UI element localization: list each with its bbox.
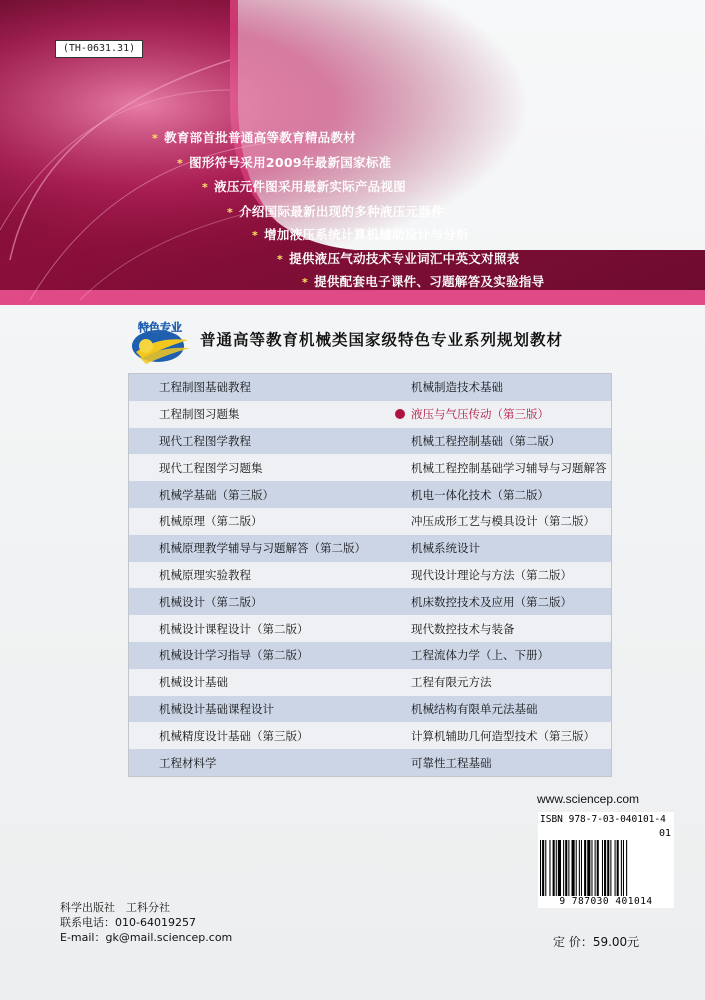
- barcode-bar: [597, 840, 599, 896]
- barcode-bar: [615, 840, 616, 896]
- book-title-left: 机械设计课程设计（第二版）: [129, 615, 386, 642]
- current-book-bullet-icon: [395, 409, 405, 419]
- series-logo-icon: [128, 318, 192, 366]
- barcode-bar: [542, 840, 544, 896]
- barcode-bar: [581, 840, 582, 896]
- barcode-bar: [553, 840, 555, 896]
- book-title-right: 机械制造技术基础: [385, 374, 612, 401]
- barcode-bar: [576, 840, 577, 896]
- book-title-right: 机械工程控制基础（第二版）: [385, 428, 612, 455]
- book-title-right: 机械结构有限单元法基础: [385, 696, 612, 723]
- feature-item: * 图形符号采用2009年最新国家标准: [177, 155, 392, 170]
- barcode-digits: 9 787030 401014: [559, 896, 653, 907]
- book-title-left: 机械原理教学辅导与习题解答（第二版）: [129, 535, 386, 562]
- table-row: [129, 454, 612, 481]
- feature-item: * 教育部首批普通高等教育精品教材: [152, 130, 357, 145]
- table-row: [129, 562, 612, 589]
- book-title-left: 机械学基础（第三版）: [129, 481, 386, 508]
- table-row: [129, 401, 612, 428]
- book-title-left: 机械设计基础课程设计: [129, 696, 386, 723]
- table-row: [129, 696, 612, 723]
- barcode-bar: [556, 840, 557, 896]
- feature-item: * 液压元件图采用最新实际产品视图: [202, 179, 407, 194]
- table-row: [129, 588, 612, 615]
- publisher-phone: 联系电话：010-64019257: [60, 916, 196, 929]
- star-icon: *: [252, 229, 259, 242]
- barcode-bar: [587, 840, 590, 896]
- publisher-email: E-mail：gk@mail.sciencep.com: [60, 931, 233, 944]
- barcode-bar: [584, 840, 586, 896]
- isbn-text: ISBN 978-7-03-040101-4: [540, 814, 666, 825]
- barcode-bar: [572, 840, 575, 896]
- barcode-bar: [617, 840, 619, 896]
- feature-item: * 提供液压气动技术专业词汇中英文对照表: [277, 251, 520, 266]
- isbn-barcode: [538, 812, 674, 908]
- star-icon: *: [302, 276, 309, 289]
- catalog-code-label: (TH-0631.31): [55, 40, 143, 58]
- book-title-left: 工程材料学: [129, 749, 386, 776]
- barcode-addon: 01: [658, 828, 671, 839]
- barcode-bars: [540, 840, 672, 896]
- book-title-left: 机械设计学习指导（第二版）: [129, 642, 386, 669]
- book-title-left: 机械原理（第二版）: [129, 508, 386, 535]
- barcode-bar: [595, 840, 596, 896]
- table-row: [129, 749, 612, 776]
- barcode-bar: [591, 840, 592, 896]
- book-title-right: 可靠性工程基础: [385, 749, 612, 776]
- publisher-name: 科学出版社 工科分社: [60, 901, 170, 914]
- barcode-bar: [623, 840, 624, 896]
- publisher-info: [60, 900, 232, 945]
- book-title-left: 工程制图习题集: [129, 401, 386, 428]
- table-row: [129, 508, 612, 535]
- barcode-bar: [549, 840, 550, 896]
- website-url: www.sciencep.com: [537, 792, 640, 806]
- barcode-bar: [565, 840, 567, 896]
- series-title: 普通高等教育机械类国家级特色专业系列规划教材: [200, 330, 564, 349]
- book-list-table: [128, 373, 612, 777]
- star-icon: *: [177, 157, 184, 170]
- table-row: [129, 481, 612, 508]
- book-title-right: 机械系统设计: [385, 535, 612, 562]
- table-row: [129, 535, 612, 562]
- cover-banner: [0, 0, 705, 305]
- barcode-bar: [540, 840, 541, 896]
- price-label: 定 价：59.00元: [553, 935, 640, 949]
- book-title-right: 液压与气压传动（第三版）: [385, 401, 612, 428]
- barcode-bar: [579, 840, 580, 896]
- barcode-bar: [610, 840, 611, 896]
- barcode-bar: [563, 840, 564, 896]
- book-title-left: 机械精度设计基础（第三版）: [129, 722, 386, 749]
- barcode-bar: [621, 840, 622, 896]
- table-row: [129, 615, 612, 642]
- table-row: [129, 428, 612, 455]
- book-title-right: 现代设计理论与方法（第二版）: [385, 562, 612, 589]
- star-icon: *: [227, 206, 234, 219]
- book-title-left: 机械设计基础: [129, 669, 386, 696]
- book-title-right: 冲压成形工艺与模具设计（第二版）: [385, 508, 612, 535]
- barcode-bar: [568, 840, 569, 896]
- table-row: [129, 374, 612, 401]
- book-title-right: 计算机辅助几何造型技术（第三版）: [385, 722, 612, 749]
- table-row: [129, 642, 612, 669]
- barcode-bar: [607, 840, 609, 896]
- star-icon: *: [202, 181, 209, 194]
- book-title-right: 现代数控技术与装备: [385, 615, 612, 642]
- barcode-bar: [602, 840, 603, 896]
- star-icon: *: [152, 132, 159, 145]
- book-title-right: 机电一体化技术（第二版）: [385, 481, 612, 508]
- book-title-left: 机械原理实验教程: [129, 562, 386, 589]
- book-title-right: 机床数控技术及应用（第二版）: [385, 588, 612, 615]
- table-row: [129, 669, 612, 696]
- barcode-bar: [604, 840, 606, 896]
- feature-item: * 增加液压系统计算机辅助设计与分析: [252, 227, 469, 242]
- feature-item: * 提供配套电子课件、习题解答及实验指导: [302, 274, 545, 289]
- book-title-left: 工程制图基础教程: [129, 374, 386, 401]
- barcode-bar: [545, 840, 546, 896]
- book-title-left: 机械设计（第二版）: [129, 588, 386, 615]
- book-title-right: 工程流体力学（上、下册）: [385, 642, 612, 669]
- book-title-right: 工程有限元方法: [385, 669, 612, 696]
- barcode-bar: [558, 840, 561, 896]
- star-icon: *: [277, 253, 284, 266]
- series-logo-text: 特色专业: [138, 321, 182, 334]
- book-title-left: 现代工程图学教程: [129, 428, 386, 455]
- table-row: [129, 722, 612, 749]
- book-title-left: 现代工程图学习题集: [129, 454, 386, 481]
- book-title-right: 机械工程控制基础学习辅导与习题解答: [385, 454, 612, 481]
- feature-item: * 介绍国际最新出现的多种液压元器件: [227, 204, 444, 219]
- barcode-bar: [626, 840, 627, 896]
